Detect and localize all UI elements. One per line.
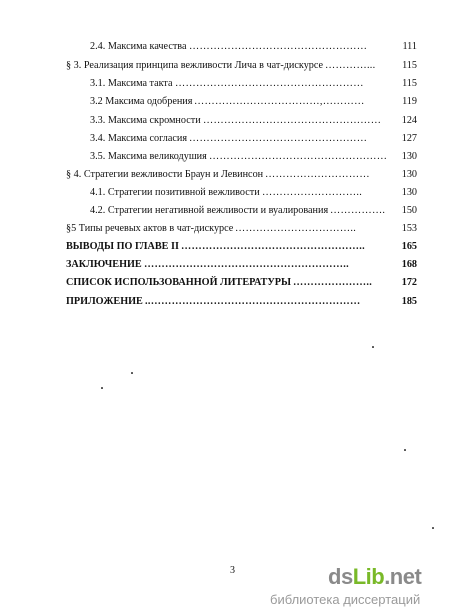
- toc-entry: [66, 238, 417, 256]
- toc-entry: [66, 57, 417, 75]
- toc-entry-title: 3.4. Максима согласия: [90, 133, 188, 144]
- toc-entry-page: 165: [401, 241, 417, 252]
- toc-entry-leader: …………………………: [265, 169, 370, 180]
- toc-entry: [90, 130, 417, 148]
- toc-entry-leader: ………………………..: [262, 187, 363, 198]
- toc-entry-leader: ……………………………………………: [209, 151, 388, 162]
- scan-speck: [131, 372, 133, 374]
- toc-entry-leader: …………………..: [293, 277, 373, 288]
- toc-entry-leader: ……………………………………………: [189, 133, 368, 144]
- toc-entry-leader: …………….: [330, 205, 386, 216]
- toc-entry-leader: ……………………………………………: [189, 41, 368, 52]
- toc-entry-title: ЗАКЛЮЧЕНИЕ: [66, 259, 142, 270]
- toc-entry-title: 3.5. Максима великодушия: [90, 151, 207, 162]
- toc-entry-title: § 3. Реализация принципа вежливости Лича в чат-дискурсе: [66, 60, 324, 71]
- dslib-watermark: [270, 564, 440, 608]
- toc-entry-page: 185: [401, 296, 417, 307]
- toc-entry-title: ПРИЛОЖЕНИЕ: [66, 296, 143, 307]
- toc-entry: [90, 148, 417, 166]
- toc-entry-page: 111: [402, 41, 417, 52]
- toc-entry-leader: …………...: [325, 60, 376, 71]
- toc-entry: [90, 184, 417, 202]
- toc-entry-leader: ………………………………………………: [175, 78, 364, 89]
- toc-entry-page: 124: [401, 115, 417, 126]
- toc-entry-page: 130: [401, 169, 417, 180]
- toc-entry-leader: …………………………………………………..: [144, 259, 349, 270]
- page-number: 3: [230, 565, 235, 576]
- toc-entry-page: 130: [401, 187, 417, 198]
- toc-entry-page: 153: [401, 223, 417, 234]
- toc-entry-page: 119: [402, 96, 417, 107]
- toc-entry-page: 127: [401, 133, 417, 144]
- toc-entry: [90, 202, 417, 220]
- toc-entry: [90, 38, 417, 56]
- scan-speck: [404, 449, 406, 451]
- toc-entry-page: 172: [401, 277, 417, 288]
- watermark-tagline: библиотека диссертаций: [270, 592, 421, 607]
- toc-entry-title: СПИСОК ИСПОЛЬЗОВАННОЙ ЛИТЕРАТУРЫ: [66, 277, 292, 288]
- toc-entry-title: ВЫВОДЫ ПО ГЛАВЕ II: [66, 241, 179, 252]
- toc-entry-page: 115: [402, 78, 417, 89]
- toc-entry-title: 3.1. Максима такта: [90, 78, 173, 89]
- toc-entry-title: 3.2 Максима одобрения: [90, 96, 193, 107]
- toc-entry-leader: ……………………………………………..: [181, 241, 365, 252]
- toc-entry: [66, 220, 417, 238]
- toc-entry-page: 168: [401, 259, 417, 270]
- toc-entry: [90, 93, 417, 111]
- toc-entry: [66, 293, 417, 311]
- toc-entry-title: 2.4. Максима качества: [90, 41, 187, 52]
- toc-entry-title: § 4. Стратегии вежливости Браун и Левинсон: [66, 169, 264, 180]
- watermark-logo: dsLib.net: [328, 564, 422, 589]
- toc-entry-title: 3.3. Максима скромности: [90, 115, 201, 126]
- toc-entry-title: §5 Типы речевых актов в чат-дискурсе: [66, 223, 234, 234]
- toc-entry: [66, 274, 417, 292]
- toc-entry-page: 115: [402, 60, 417, 71]
- toc-entry-page: 130: [401, 151, 417, 162]
- toc-entry-leader: ………………………………,…………: [194, 96, 365, 107]
- toc-entry-leader: ……………………………..: [235, 223, 357, 234]
- toc-entry: [66, 256, 417, 274]
- scan-speck: [372, 346, 374, 348]
- toc-entry: [66, 166, 417, 184]
- toc-entry: [90, 75, 417, 93]
- scan-speck: [101, 387, 103, 389]
- toc-entry-page: 150: [401, 205, 417, 216]
- toc-entry-leader: ……………………………………………: [203, 115, 382, 126]
- toc-entry-title: 4.2. Стратегии негативной вежливости и вуалирования: [90, 205, 329, 216]
- toc-entry-title: 4.1. Стратегии позитивной вежливости: [90, 187, 260, 198]
- toc-entry: [90, 112, 417, 130]
- toc-entry-leader: ..……………………………………………………: [145, 296, 361, 307]
- scan-speck: [432, 527, 434, 529]
